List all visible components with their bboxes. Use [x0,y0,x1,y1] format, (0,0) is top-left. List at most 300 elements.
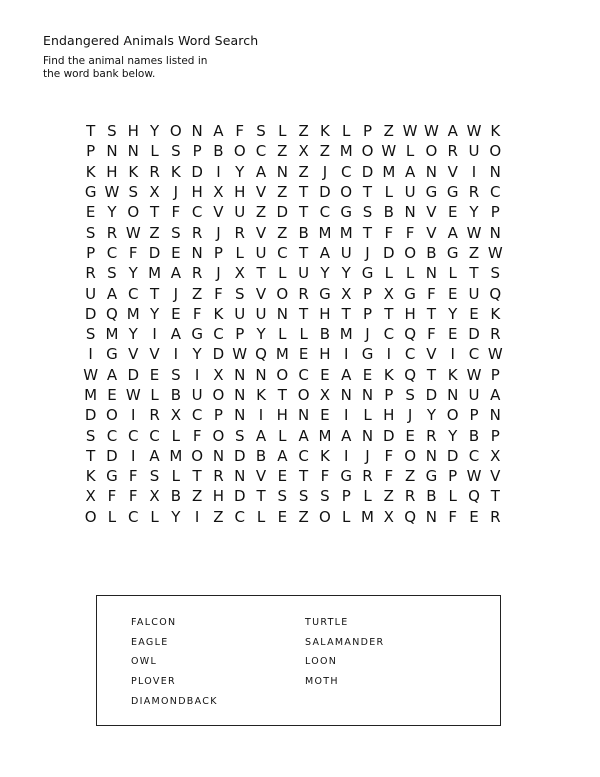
grid-letter[interactable]: L [448,264,457,283]
grid-letter[interactable]: X [149,183,160,202]
grid-letter[interactable]: T [256,264,266,283]
grid-letter[interactable]: O [340,183,353,202]
grid-letter[interactable]: U [340,243,352,262]
grid-letter[interactable]: F [107,487,117,506]
grid-letter[interactable]: Z [213,507,224,526]
grid-letter[interactable]: I [88,345,93,364]
grid-letter[interactable]: K [256,386,266,404]
grid-letter[interactable]: N [234,386,246,404]
grid-letter[interactable]: J [407,406,413,425]
grid-letter[interactable]: Y [256,325,266,344]
grid-letter[interactable]: Z [298,162,309,181]
grid-letter[interactable]: N [212,446,225,465]
grid-letter[interactable]: O [446,406,459,425]
grid-letter[interactable]: L [150,507,159,526]
grid-letter[interactable]: I [131,406,136,425]
grid-letter[interactable]: G [446,243,459,262]
grid-letter[interactable]: G [446,183,459,202]
grid-letter[interactable]: T [426,365,436,384]
grid-letter[interactable]: N [489,223,501,242]
grid-letter[interactable]: K [447,365,458,384]
grid-letter[interactable]: R [490,507,501,526]
grid-letter[interactable]: A [447,122,458,141]
grid-letter[interactable]: G [319,284,331,303]
grid-letter[interactable]: B [170,386,181,404]
grid-letter[interactable]: W [381,142,397,161]
grid-letter[interactable]: C [106,426,118,445]
grid-letter[interactable]: Z [277,142,288,161]
grid-letter[interactable]: W [466,122,482,141]
grid-letter[interactable]: U [468,142,480,161]
grid-letter[interactable]: B [383,203,394,222]
grid-letter[interactable]: S [171,142,181,161]
grid-letter[interactable]: R [404,487,416,506]
grid-letter[interactable]: I [343,406,349,425]
grid-letter[interactable]: G [191,325,203,344]
grid-letter[interactable]: F [171,203,181,222]
grid-letter[interactable]: P [86,142,96,161]
grid-letter[interactable]: A [277,446,288,465]
grid-letter[interactable]: K [490,122,501,141]
grid-letter[interactable]: S [234,284,245,303]
grid-letter[interactable]: L [405,264,415,283]
grid-letter[interactable]: X [213,365,224,384]
grid-letter[interactable]: Y [235,162,245,181]
grid-letter[interactable]: J [216,223,221,242]
grid-letter[interactable]: I [152,325,157,344]
grid-letter[interactable]: N [340,386,352,404]
grid-letter[interactable]: T [362,183,373,202]
grid-letter[interactable]: L [342,507,351,526]
grid-letter[interactable]: Q [404,507,416,526]
grid-letter[interactable]: C [149,426,160,445]
grid-letter[interactable]: M [382,162,396,181]
grid-letter[interactable]: T [192,467,202,486]
grid-letter[interactable]: K [213,304,224,323]
grid-letter[interactable]: M [339,223,353,242]
grid-letter[interactable]: O [212,426,225,445]
grid-letter[interactable]: L [171,467,181,486]
grid-letter[interactable]: H [383,406,395,425]
grid-letter[interactable]: N [276,304,288,323]
grid-letter[interactable]: I [194,365,200,384]
grid-letter[interactable]: H [106,162,118,181]
grid-letter[interactable]: F [128,243,138,262]
grid-letter[interactable]: U [234,203,246,222]
grid-letter[interactable]: H [127,122,139,141]
grid-letter[interactable]: X [383,284,394,303]
grid-letter[interactable]: N [234,365,246,384]
grid-letter[interactable]: J [365,243,370,262]
grid-letter[interactable]: N [234,467,246,486]
grid-letter[interactable]: O [191,446,204,465]
grid-letter[interactable]: D [468,325,480,344]
grid-letter[interactable]: G [340,467,353,486]
grid-letter[interactable]: Y [426,406,436,425]
grid-letter[interactable]: F [235,122,245,141]
grid-letter[interactable]: I [450,345,455,364]
grid-letter[interactable]: V [490,467,501,486]
grid-letter[interactable]: V [149,345,160,364]
grid-letter[interactable]: R [191,264,203,283]
grid-letter[interactable]: G [361,264,374,283]
grid-letter[interactable]: B [468,426,480,445]
grid-letter[interactable]: U [468,386,480,404]
grid-letter[interactable]: M [318,223,332,242]
grid-letter[interactable]: O [489,142,502,161]
grid-letter[interactable]: A [341,365,352,384]
grid-letter[interactable]: A [213,122,224,141]
grid-letter[interactable]: C [468,345,480,364]
grid-letter[interactable]: N [447,386,459,404]
grid-letter[interactable]: O [169,122,182,141]
grid-letter[interactable]: D [106,446,118,465]
grid-letter[interactable]: N [489,162,501,181]
grid-letter[interactable]: V [128,345,139,364]
grid-letter[interactable]: S [107,264,117,283]
grid-letter[interactable]: P [469,406,479,425]
grid-letter[interactable]: W [104,183,120,202]
grid-letter[interactable]: L [384,264,393,283]
grid-letter[interactable]: T [149,284,160,303]
grid-letter[interactable]: F [448,507,458,526]
grid-letter[interactable]: Q [404,325,416,344]
grid-letter[interactable]: O [276,284,289,303]
grid-letter[interactable]: D [148,243,161,262]
grid-letter[interactable]: Q [255,345,267,364]
grid-letter[interactable]: I [216,162,221,181]
grid-letter[interactable]: Z [191,487,203,506]
grid-letter[interactable]: L [107,507,117,526]
grid-letter[interactable]: A [447,223,458,242]
grid-letter[interactable]: K [85,467,96,486]
grid-letter[interactable]: P [192,142,202,161]
grid-letter[interactable]: X [341,284,352,303]
grid-letter[interactable]: W [125,386,141,404]
grid-letter[interactable]: J [216,264,221,283]
grid-letter[interactable]: K [128,162,139,181]
grid-letter[interactable]: C [468,446,480,465]
grid-letter[interactable]: I [173,345,179,364]
grid-letter[interactable]: P [384,386,394,404]
grid-letter[interactable]: I [194,507,200,526]
grid-letter[interactable]: A [319,243,331,262]
grid-letter[interactable]: F [192,304,202,323]
grid-letter[interactable]: R [213,467,224,486]
grid-letter[interactable]: C [490,183,501,202]
grid-letter[interactable]: S [298,487,309,506]
grid-letter[interactable]: C [404,345,416,364]
grid-letter[interactable]: T [426,304,436,323]
grid-letter[interactable]: O [212,386,225,404]
grid-letter[interactable]: K [319,122,330,141]
grid-letter[interactable]: U [255,243,267,262]
grid-letter[interactable]: D [446,446,459,465]
grid-letter[interactable]: T [299,304,309,323]
grid-letter[interactable]: T [86,446,96,465]
grid-letter[interactable]: C [383,325,395,344]
grid-letter[interactable]: M [275,345,289,364]
grid-letter[interactable]: C [106,243,118,262]
grid-letter[interactable]: U [85,284,97,303]
grid-letter[interactable]: N [425,162,438,181]
grid-letter[interactable]: V [255,284,267,303]
grid-letter[interactable]: A [106,365,118,384]
grid-letter[interactable]: A [404,162,416,181]
grid-letter[interactable]: V [255,183,267,202]
grid-letter[interactable]: P [86,243,96,262]
grid-letter[interactable]: X [234,264,245,283]
grid-letter[interactable]: M [339,142,353,161]
grid-letter[interactable]: Q [106,304,118,323]
grid-letter[interactable]: H [191,183,203,202]
grid-letter[interactable]: R [468,183,480,202]
grid-letter[interactable]: F [128,467,138,486]
grid-letter[interactable]: V [255,467,267,486]
grid-letter[interactable]: A [170,325,181,344]
grid-letter[interactable]: S [256,122,266,141]
grid-letter[interactable]: N [106,142,118,161]
grid-letter[interactable]: Z [383,122,394,141]
grid-letter[interactable]: C [298,365,309,384]
grid-letter[interactable]: G [425,467,438,486]
grid-letter[interactable]: I [131,446,136,465]
grid-letter[interactable]: Y [341,264,351,283]
grid-letter[interactable]: J [173,284,179,303]
grid-letter[interactable]: S [107,122,117,141]
grid-letter[interactable]: A [149,446,160,465]
grid-letter[interactable]: E [362,365,373,384]
grid-letter[interactable]: P [448,467,458,486]
grid-letter[interactable]: G [84,183,97,202]
grid-letter[interactable]: P [213,406,223,425]
grid-letter[interactable]: P [362,122,373,141]
grid-letter[interactable]: X [149,487,160,506]
grid-letter[interactable]: F [427,325,436,344]
grid-letter[interactable]: I [386,345,392,364]
grid-letter[interactable]: Y [149,122,160,141]
grid-letter[interactable]: S [85,223,96,242]
grid-letter[interactable]: S [85,426,96,445]
grid-letter[interactable]: Z [383,487,394,506]
grid-letter[interactable]: O [297,386,310,404]
grid-letter[interactable]: N [404,203,416,222]
grid-letter[interactable]: V [213,203,224,222]
grid-letter[interactable]: D [233,487,246,506]
grid-letter[interactable]: P [362,284,373,303]
grid-letter[interactable]: Y [128,325,138,344]
grid-letter[interactable]: L [235,243,244,262]
grid-letter[interactable]: B [298,223,309,242]
grid-letter[interactable]: S [277,487,288,506]
grid-letter[interactable]: B [170,487,181,506]
grid-letter[interactable]: B [319,325,331,344]
grid-letter[interactable]: V [255,223,267,242]
grid-letter[interactable]: T [256,487,266,506]
grid-letter[interactable]: P [235,325,245,344]
grid-letter[interactable]: F [384,446,394,465]
grid-letter[interactable]: R [298,284,309,303]
grid-letter[interactable]: M [126,304,140,323]
grid-letter[interactable]: E [447,203,458,222]
grid-letter[interactable]: C [128,426,139,445]
grid-letter[interactable]: Z [298,122,309,141]
grid-letter[interactable]: E [469,304,479,323]
grid-letter[interactable]: D [191,162,203,181]
grid-letter[interactable]: L [150,386,159,404]
grid-letter[interactable]: F [128,487,138,506]
grid-letter[interactable]: A [490,386,501,404]
grid-letter[interactable]: M [361,507,374,526]
grid-letter[interactable]: N [276,162,288,181]
grid-letter[interactable]: W [402,122,418,141]
grid-letter[interactable]: L [405,142,415,161]
grid-letter[interactable]: D [383,426,395,445]
grid-letter[interactable]: M [169,446,183,465]
grid-letter[interactable]: L [448,487,457,506]
grid-letter[interactable]: M [339,325,353,344]
grid-letter[interactable]: C [340,162,352,181]
grid-letter[interactable]: L [363,406,372,425]
grid-letter[interactable]: E [447,325,458,344]
grid-letter[interactable]: K [383,365,394,384]
grid-letter[interactable]: N [127,142,139,161]
grid-letter[interactable]: E [171,243,181,262]
grid-letter[interactable]: S [234,426,245,445]
grid-letter[interactable]: J [365,446,370,465]
grid-letter[interactable]: T [490,487,500,506]
grid-letter[interactable]: S [362,203,373,222]
grid-letter[interactable]: D [276,203,289,222]
grid-letter[interactable]: I [343,446,349,465]
grid-letter[interactable]: U [404,183,416,202]
grid-letter[interactable]: Y [149,304,160,323]
grid-letter[interactable]: E [277,467,288,486]
grid-letter[interactable]: L [278,264,287,283]
grid-letter[interactable]: D [233,446,246,465]
grid-letter[interactable]: C [298,446,309,465]
grid-letter[interactable]: O [319,507,331,526]
grid-letter[interactable]: R [426,426,437,445]
grid-letter[interactable]: W [125,223,141,242]
grid-letter[interactable]: B [426,243,437,262]
grid-letter[interactable]: Z [319,142,331,161]
grid-letter[interactable]: T [341,304,351,323]
grid-letter[interactable]: S [85,325,96,344]
grid-letter[interactable]: T [299,467,309,486]
grid-letter[interactable]: D [383,243,395,262]
grid-letter[interactable]: M [148,264,162,283]
grid-letter[interactable]: R [106,223,118,242]
grid-letter[interactable]: X [319,386,331,404]
grid-letter[interactable]: G [404,284,416,303]
grid-letter[interactable]: Y [107,203,117,222]
grid-letter[interactable]: C [128,284,139,303]
grid-letter[interactable]: O [106,406,118,425]
grid-letter[interactable]: Y [448,426,458,445]
grid-letter[interactable]: T [277,386,287,404]
grid-letter[interactable]: E [320,406,330,425]
grid-letter[interactable]: I [258,406,264,425]
grid-letter[interactable]: I [471,162,477,181]
grid-letter[interactable]: A [298,426,309,445]
grid-letter[interactable]: D [361,162,374,181]
grid-letter[interactable]: R [149,162,160,181]
grid-letter[interactable]: L [342,122,351,141]
grid-letter[interactable]: T [469,264,479,283]
grid-letter[interactable]: A [255,426,267,445]
grid-letter[interactable]: W [83,365,99,384]
grid-letter[interactable]: U [234,304,246,323]
grid-letter[interactable]: S [171,223,181,242]
grid-letter[interactable]: T [86,122,96,141]
grid-letter[interactable]: F [192,426,202,445]
grid-letter[interactable]: E [107,386,117,404]
grid-letter[interactable]: Z [277,183,288,202]
grid-letter[interactable]: N [255,365,267,384]
grid-letter[interactable]: X [170,406,181,425]
grid-letter[interactable]: J [365,325,370,344]
grid-letter[interactable]: C [128,507,139,526]
grid-letter[interactable]: V [426,223,437,242]
grid-letter[interactable]: P [362,304,373,323]
grid-letter[interactable]: G [106,345,118,364]
grid-letter[interactable]: U [298,264,310,283]
grid-letter[interactable]: N [191,122,203,141]
grid-letter[interactable]: P [341,487,351,506]
grid-letter[interactable]: H [212,487,225,506]
grid-letter[interactable]: D [425,386,438,404]
grid-letter[interactable]: G [340,203,353,222]
grid-letter[interactable]: Q [404,365,416,384]
grid-letter[interactable]: E [149,365,160,384]
grid-letter[interactable]: R [490,325,501,344]
grid-letter[interactable]: E [405,426,415,445]
grid-letter[interactable]: J [173,183,179,202]
grid-letter[interactable]: R [149,406,160,425]
grid-letter[interactable]: Z [191,284,203,303]
grid-letter[interactable]: Y [192,345,202,364]
grid-letter[interactable]: E [298,345,309,364]
grid-letter[interactable]: D [84,304,97,323]
grid-letter[interactable]: B [255,446,267,465]
grid-letter[interactable]: E [469,507,479,526]
grid-letter[interactable]: O [127,203,140,222]
grid-letter[interactable]: O [404,446,416,465]
grid-letter[interactable]: N [361,426,374,445]
grid-letter[interactable]: L [363,487,372,506]
grid-letter[interactable]: F [384,467,394,486]
grid-letter[interactable]: T [299,243,309,262]
grid-letter[interactable]: Q [489,284,502,303]
grid-letter[interactable]: Z [255,203,267,222]
grid-letter[interactable]: K [170,162,181,181]
grid-letter[interactable]: T [299,183,309,202]
grid-letter[interactable]: G [425,183,438,202]
grid-letter[interactable]: I [343,345,349,364]
grid-letter[interactable]: E [277,507,288,526]
grid-letter[interactable]: R [447,142,458,161]
grid-letter[interactable]: L [278,325,287,344]
grid-letter[interactable]: Z [298,507,309,526]
grid-letter[interactable]: P [490,203,500,222]
grid-letter[interactable]: W [423,122,439,141]
grid-letter[interactable]: Q [468,487,480,506]
grid-letter[interactable]: H [319,345,331,364]
grid-letter[interactable]: O [233,142,246,161]
grid-letter[interactable]: L [256,507,266,526]
grid-letter[interactable]: S [320,487,330,506]
